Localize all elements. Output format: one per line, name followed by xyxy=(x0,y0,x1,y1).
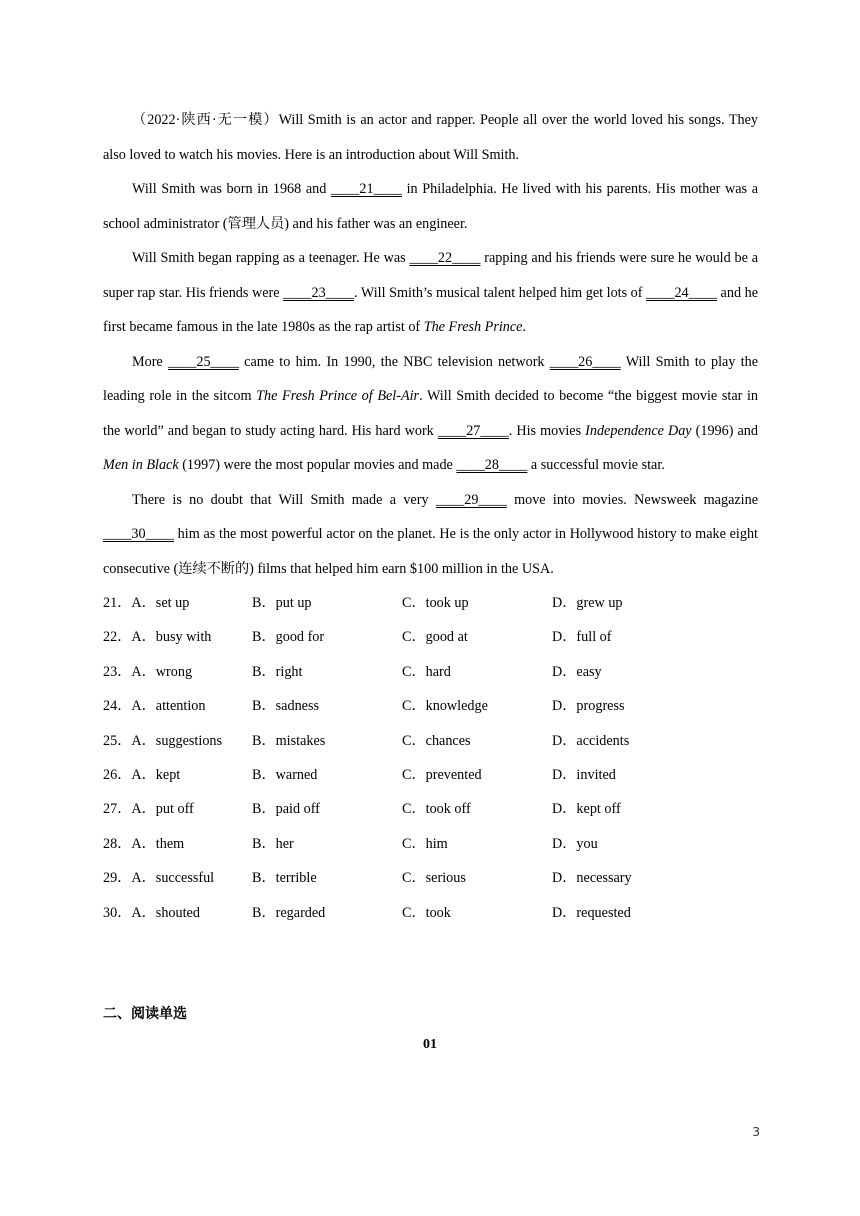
option-c: C．good at xyxy=(402,629,468,646)
passage-text: Will Smith to play the leading role in the sitcom xyxy=(103,353,758,404)
option-b: B．put up xyxy=(252,595,312,611)
blank-number: ____24____ xyxy=(646,284,717,301)
passage-text: rapping and his friends were sure he would be a super rap star. His friends were xyxy=(103,250,758,301)
passage-text: . xyxy=(522,319,527,335)
passage-text: Will Smith began rapping as a teenager. He was xyxy=(132,250,410,266)
option-a: 26．A．kept xyxy=(103,766,181,783)
option-d: D．you xyxy=(552,835,598,852)
option-b: B．regarded xyxy=(252,904,326,921)
title-text: The Fresh Prince xyxy=(423,319,523,335)
passage-text: in Philadelphia. He lived with his parents. His mother was a school administrator (管理人员) and his father was an engineer. xyxy=(103,181,758,232)
question-row xyxy=(103,689,758,723)
option-d: D．necessary xyxy=(552,870,632,887)
question-row xyxy=(103,896,758,930)
blank-number: ____21____ xyxy=(331,181,402,197)
option-c: C．hard xyxy=(402,663,451,680)
option-a: 25．A．suggestions xyxy=(103,732,223,749)
cloze-passage xyxy=(103,103,758,586)
blank-number: ____28____ xyxy=(456,457,528,473)
option-b: B．terrible xyxy=(252,870,317,887)
option-b: B．sadness xyxy=(252,698,319,715)
title-text: Independence Day xyxy=(585,422,692,439)
option-d: D．full of xyxy=(552,629,612,646)
option-c: C．knowledge xyxy=(402,698,488,715)
option-a: 24．A．attention xyxy=(103,698,206,715)
option-d: D．easy xyxy=(552,663,602,680)
option-a: 29．A．successful xyxy=(103,870,215,887)
option-d: D．invited xyxy=(552,766,616,783)
option-a: 21．A．set up xyxy=(103,595,190,611)
passage-text: There is no doubt that Will Smith made a very xyxy=(132,491,436,508)
passage-text: and he first became famous in the late 1980s as the rap artist of xyxy=(103,284,758,335)
option-b: B．her xyxy=(252,835,294,852)
option-b: B．right xyxy=(252,663,303,680)
option-c: C．serious xyxy=(402,870,466,887)
option-d: D．grew up xyxy=(552,595,623,611)
option-c: C．took xyxy=(402,904,451,921)
passage-text: came to him. In 1990, the NBC television network xyxy=(238,353,550,370)
passage-paragraph xyxy=(103,241,758,345)
passage-text: More xyxy=(132,353,168,370)
question-row xyxy=(103,792,758,826)
passage-paragraph xyxy=(103,172,758,241)
blank-number: ____23____ xyxy=(283,284,355,301)
option-a: 22．A．busy with xyxy=(103,629,212,646)
blank-number: ____30____ xyxy=(103,526,174,542)
option-b: B．mistakes xyxy=(252,732,326,749)
blank-number: ____26____ xyxy=(549,353,621,370)
passage-text: Will Smith was born in 1968 and xyxy=(132,181,332,197)
question-row xyxy=(103,724,758,758)
option-d: D．accidents xyxy=(552,732,630,749)
passage-text: move into movies. Newsweek magazine xyxy=(506,491,758,508)
question-row xyxy=(103,861,758,895)
option-c: C．him xyxy=(402,835,448,852)
option-c: C．prevented xyxy=(402,766,482,783)
title-text: The Fresh Prince of Bel-Air xyxy=(256,388,420,404)
passage-text: . His movies xyxy=(508,422,586,439)
blank-number: ____22____ xyxy=(409,250,481,266)
question-row xyxy=(103,586,758,620)
option-a: 28．A．them xyxy=(103,835,185,852)
passage-text: (1996) and xyxy=(691,422,758,439)
section-title: 二、阅读单选 xyxy=(103,1007,187,1022)
option-c: C．took off xyxy=(402,801,471,818)
question-row xyxy=(103,620,758,654)
passage-text: . Will Smith’s musical talent helped him get lots of xyxy=(354,284,647,301)
blank-number: ____27____ xyxy=(437,422,509,439)
passage-paragraph xyxy=(103,483,758,587)
passage-paragraph xyxy=(103,103,758,172)
option-a: 30．A．shouted xyxy=(103,904,200,921)
option-b: B．warned xyxy=(252,766,318,783)
passage-text: (1997) were the most popular movies and made xyxy=(178,457,457,473)
option-b: B．paid off xyxy=(252,801,320,818)
page-number: 3 xyxy=(752,1125,760,1139)
passage-text: . Will Smith decided to become “the biggest movie star in the world” and began to study acting hard. His hard work xyxy=(103,388,758,439)
passage-paragraph xyxy=(103,345,758,483)
document-body xyxy=(103,103,758,930)
title-text: Men in Black xyxy=(103,457,179,473)
question-row xyxy=(103,758,758,792)
blank-number: ____25____ xyxy=(167,353,239,370)
question-row xyxy=(103,827,758,861)
passage-text: a successful movie star. xyxy=(527,457,665,473)
question-list xyxy=(103,586,758,930)
option-c: C．chances xyxy=(402,732,471,749)
question-row xyxy=(103,655,758,689)
option-c: C．took up xyxy=(402,595,469,611)
passage-text: him as the most powerful actor on the planet. He is the only actor in Hollywood history to make eight consecutive (连续不断的) films that helped him earn $100 million in the USA. xyxy=(103,526,758,577)
option-d: D．kept off xyxy=(552,801,621,818)
passage-number: 01 xyxy=(423,1037,437,1052)
option-d: D．progress xyxy=(552,698,625,715)
option-b: B．good for xyxy=(252,629,325,646)
blank-number: ____29____ xyxy=(435,491,507,508)
option-d: D．requested xyxy=(552,904,631,921)
option-a: 27．A．put off xyxy=(103,801,194,818)
option-a: 23．A．wrong xyxy=(103,663,193,680)
passage-text: （2022·陕西·无一模）Will Smith is an actor and rapper. People all over the world loved his songs. They also loved to watch his movies. Here is an introduction about Will Smith. xyxy=(103,112,758,163)
